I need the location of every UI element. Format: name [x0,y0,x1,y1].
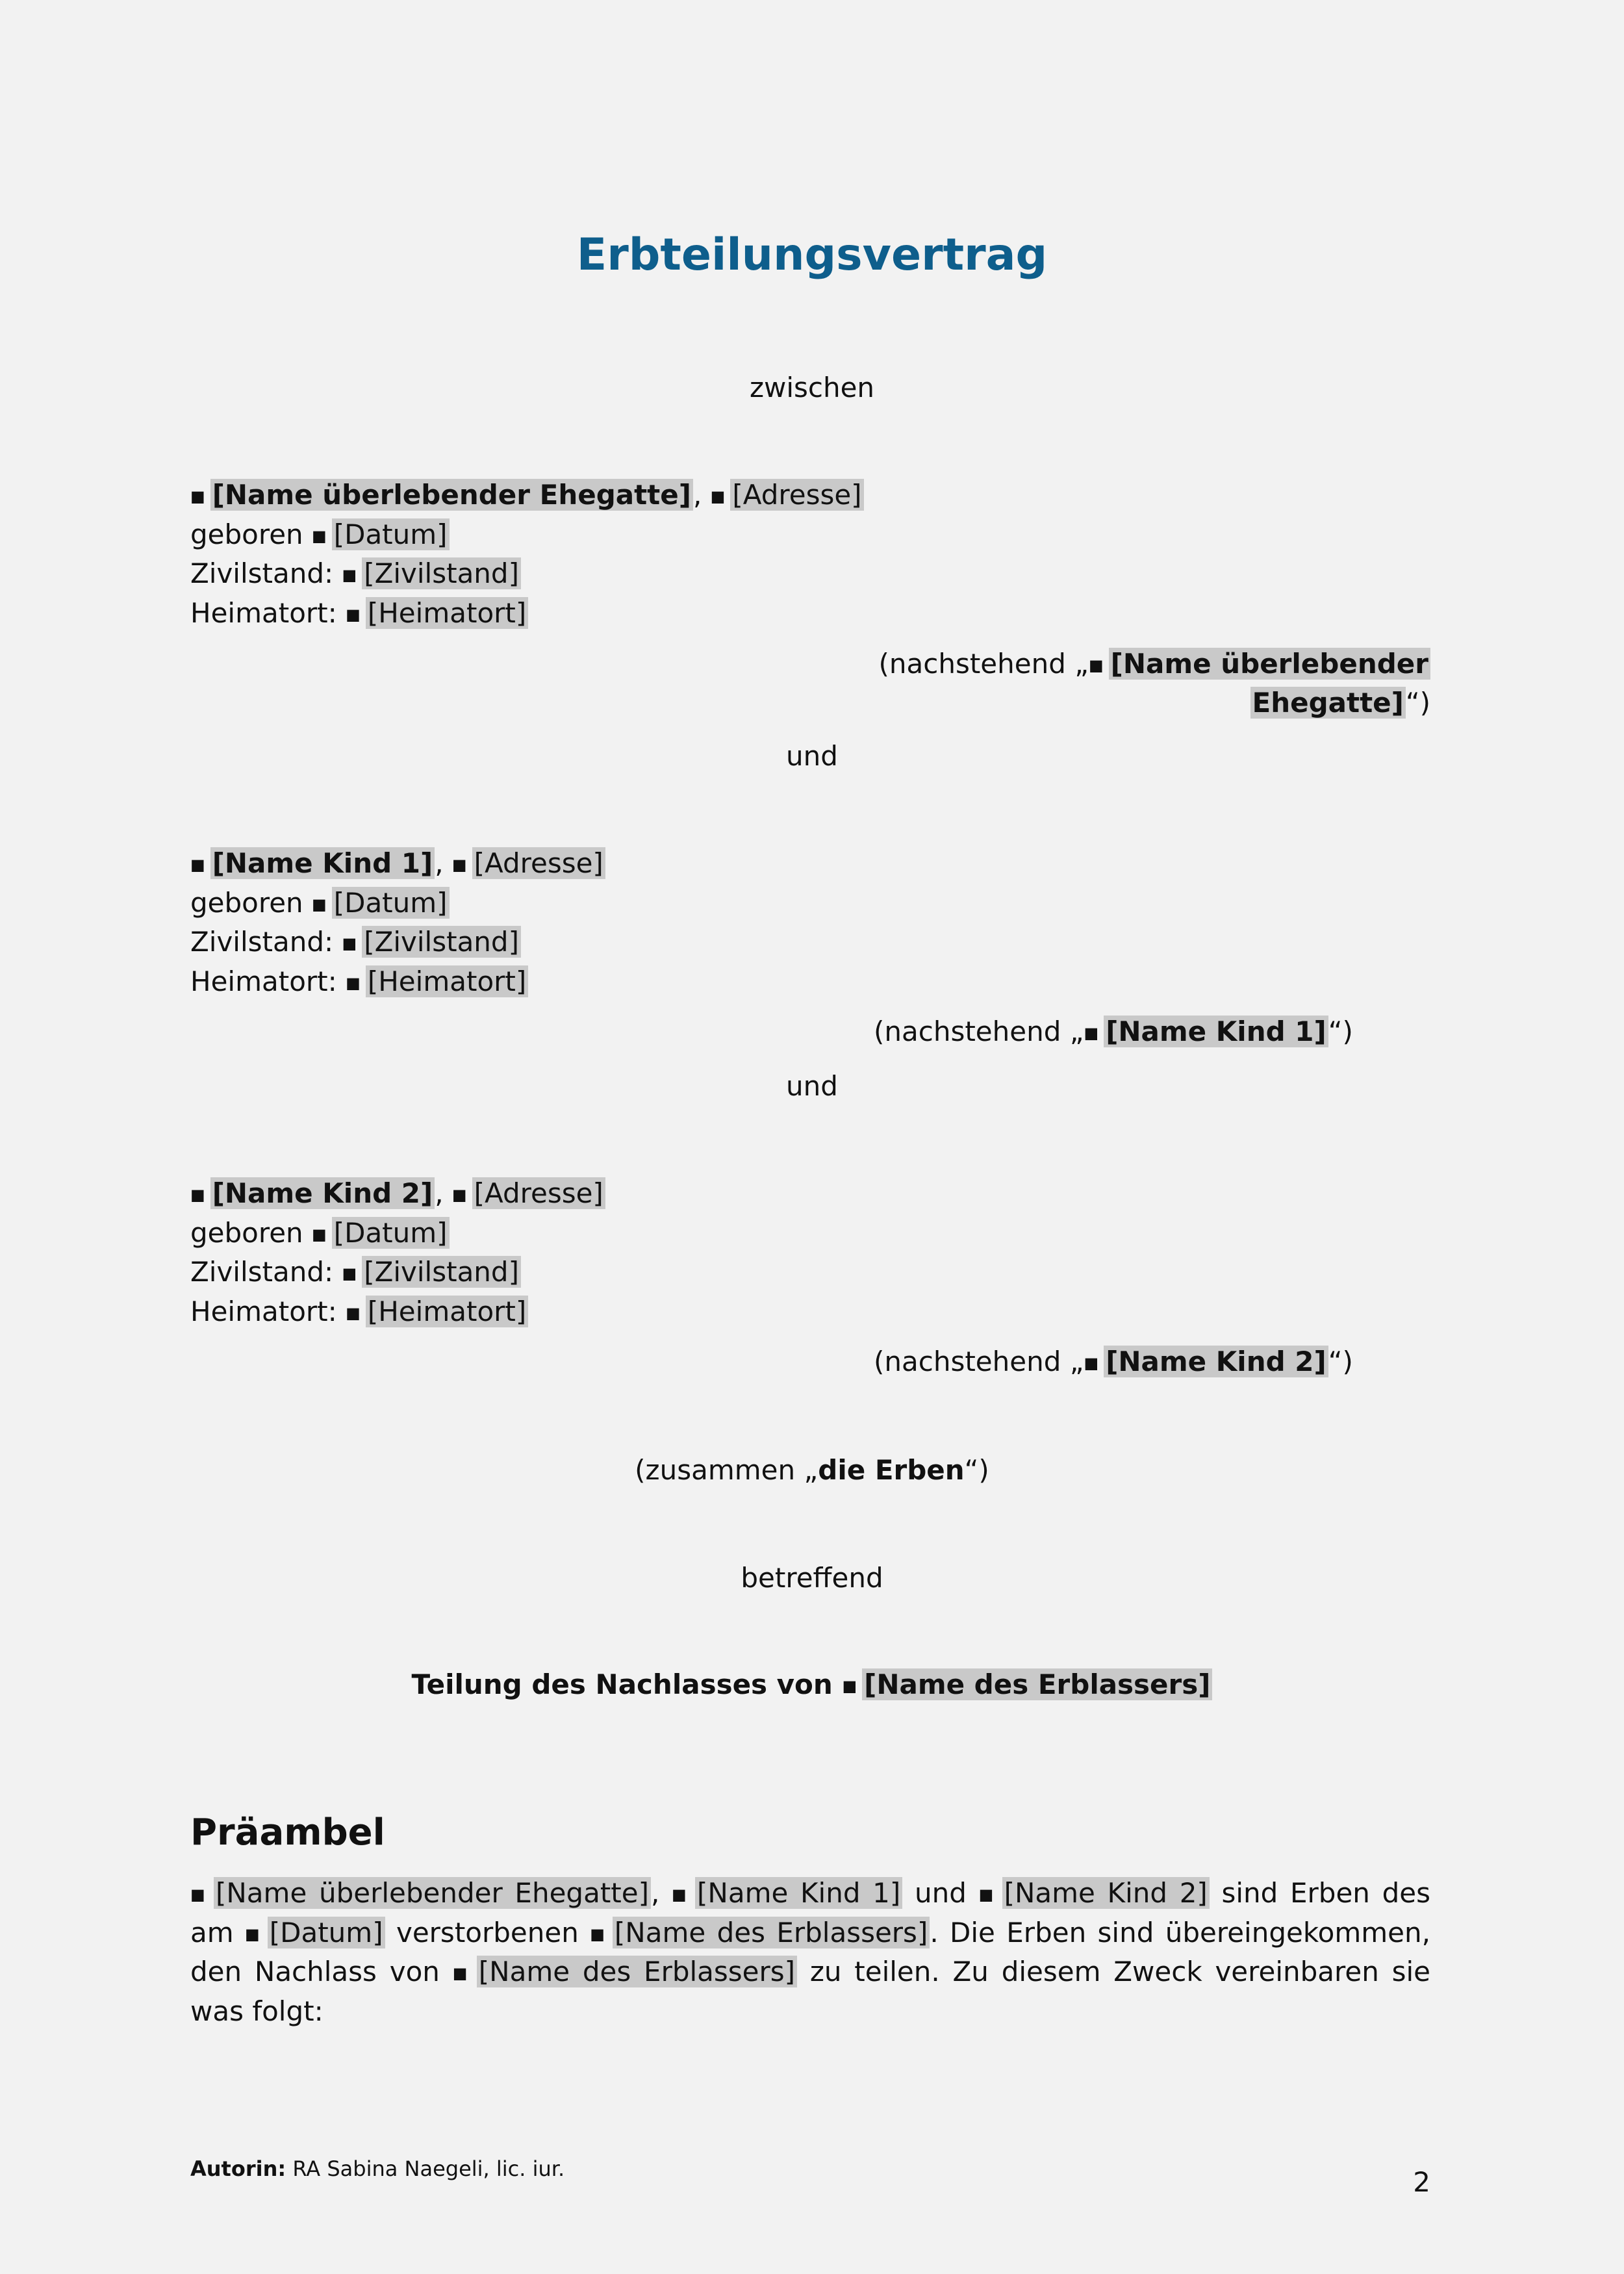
party-spouse-civil-line: Zivilstand: ■ [Zivilstand] [190,555,864,594]
child1-short-name-field[interactable]: [Name Kind 1] [1104,1016,1328,1047]
child2-hereinafter: (nachstehend „■ [Name Kind 2]“) [874,1346,1353,1377]
preamble-paragraph: ■ [Name überlebender Ehegatte], ■ [Name Kind 1] und ■ [Name Kind 2] sind Erben des am ■ [Datum] verstorbenen ■ [Name des Erblassers]. Die Erben sind übereingekommen, den Nachlass von ■ [Name des Erblassers] zu teilen. Zu diesem Zweck vereinbaren sie was folgt: [190,1877,1430,2027]
party-child2-hometown-line: Heimatort: ■ [Heimatort] [190,1293,605,1333]
party-child2-civil-line: Zivilstand: ■ [Zivilstand] [190,1253,605,1293]
party-child1-name-line: ■ [Name Kind 1], ■ [Adresse] [190,845,605,884]
spouse-date-field[interactable]: [Datum] [332,518,450,550]
party-spouse-block [190,476,864,633]
child2-hometown-field[interactable]: [Heimatort] [366,1296,528,1327]
preamble-heading: Präambel [190,1811,385,1854]
child2-name-field[interactable]: [Name Kind 2] [210,1177,435,1209]
party-child2-block [190,1175,605,1332]
footer-author: Autorin: RA Sabina Naegeli, lic. iur. [190,2156,565,2181]
party-child1-born-line: geboren ■ [Datum] [190,884,605,924]
child1-hometown-field[interactable]: [Heimatort] [366,965,528,997]
preamble-child2-field[interactable]: [Name Kind 2] [1002,1877,1210,1909]
and-text-1: und [786,740,838,772]
preamble-date-field[interactable]: [Datum] [268,1917,385,1948]
spouse-civil-status-field[interactable]: [Zivilstand] [362,557,521,589]
child1-civil-status-field[interactable]: [Zivilstand] [362,926,521,958]
party-child2-name-line: ■ [Name Kind 2], ■ [Adresse] [190,1175,605,1214]
spouse-name-field[interactable]: [Name überlebender Ehegatte] [210,479,693,511]
concerning-text: betreffend [741,1562,883,1594]
child2-civil-status-field[interactable]: [Zivilstand] [362,1256,521,1288]
deceased-name-field[interactable]: [Name des Erblassers] [862,1668,1212,1700]
between-text: zwischen [749,372,875,403]
preamble-deceased-field-2[interactable]: [Name des Erblassers] [477,1956,797,1987]
child1-name-field[interactable]: [Name Kind 1] [210,847,435,879]
spouse-short-name-field-1[interactable]: [Name überlebender [1109,648,1430,680]
preamble-deceased-field-1[interactable]: [Name des Erblassers] [613,1917,930,1948]
party-child1-block [190,845,605,1002]
preamble-child1-field[interactable]: [Name Kind 1] [695,1877,902,1909]
spouse-short-name-field-2[interactable]: Ehegatte] [1250,687,1406,719]
party-spouse-hometown-line: Heimatort: ■ [Heimatort] [190,594,864,634]
subject-line: Teilung des Nachlasses von ■ [Name des Erblassers] [0,1666,1624,1705]
and-text-2: und [786,1070,838,1102]
party-child2-born-line: geboren ■ [Datum] [190,1214,605,1254]
spouse-hometown-field[interactable]: [Heimatort] [366,597,528,629]
spouse-address-field[interactable]: [Adresse] [730,479,863,511]
child1-address-field[interactable]: [Adresse] [472,847,605,879]
document-title: Erbteilungsvertrag [576,229,1048,281]
child2-date-field[interactable]: [Datum] [332,1217,450,1249]
preamble-spouse-field[interactable]: [Name überlebender Ehegatte] [214,1877,651,1909]
child1-date-field[interactable]: [Datum] [332,887,450,919]
party-spouse-name-line: ■ [Name überlebender Ehegatte], ■ [Adresse] [190,476,864,516]
spouse-hereinafter: (nachstehend „■ [Name überlebender Ehegatte]“) [878,648,1430,719]
together-heirs: (zusammen „die Erben“) [635,1454,989,1486]
party-spouse-born-line: geboren ■ [Datum] [190,516,864,556]
party-child1-hometown-line: Heimatort: ■ [Heimatort] [190,963,605,1003]
child2-short-name-field[interactable]: [Name Kind 2] [1104,1346,1328,1377]
party-child1-civil-line: Zivilstand: ■ [Zivilstand] [190,923,605,963]
child2-address-field[interactable]: [Adresse] [472,1177,605,1209]
child1-hereinafter: (nachstehend „■ [Name Kind 1]“) [874,1016,1353,1047]
page-number: 2 [1413,2166,1430,2198]
